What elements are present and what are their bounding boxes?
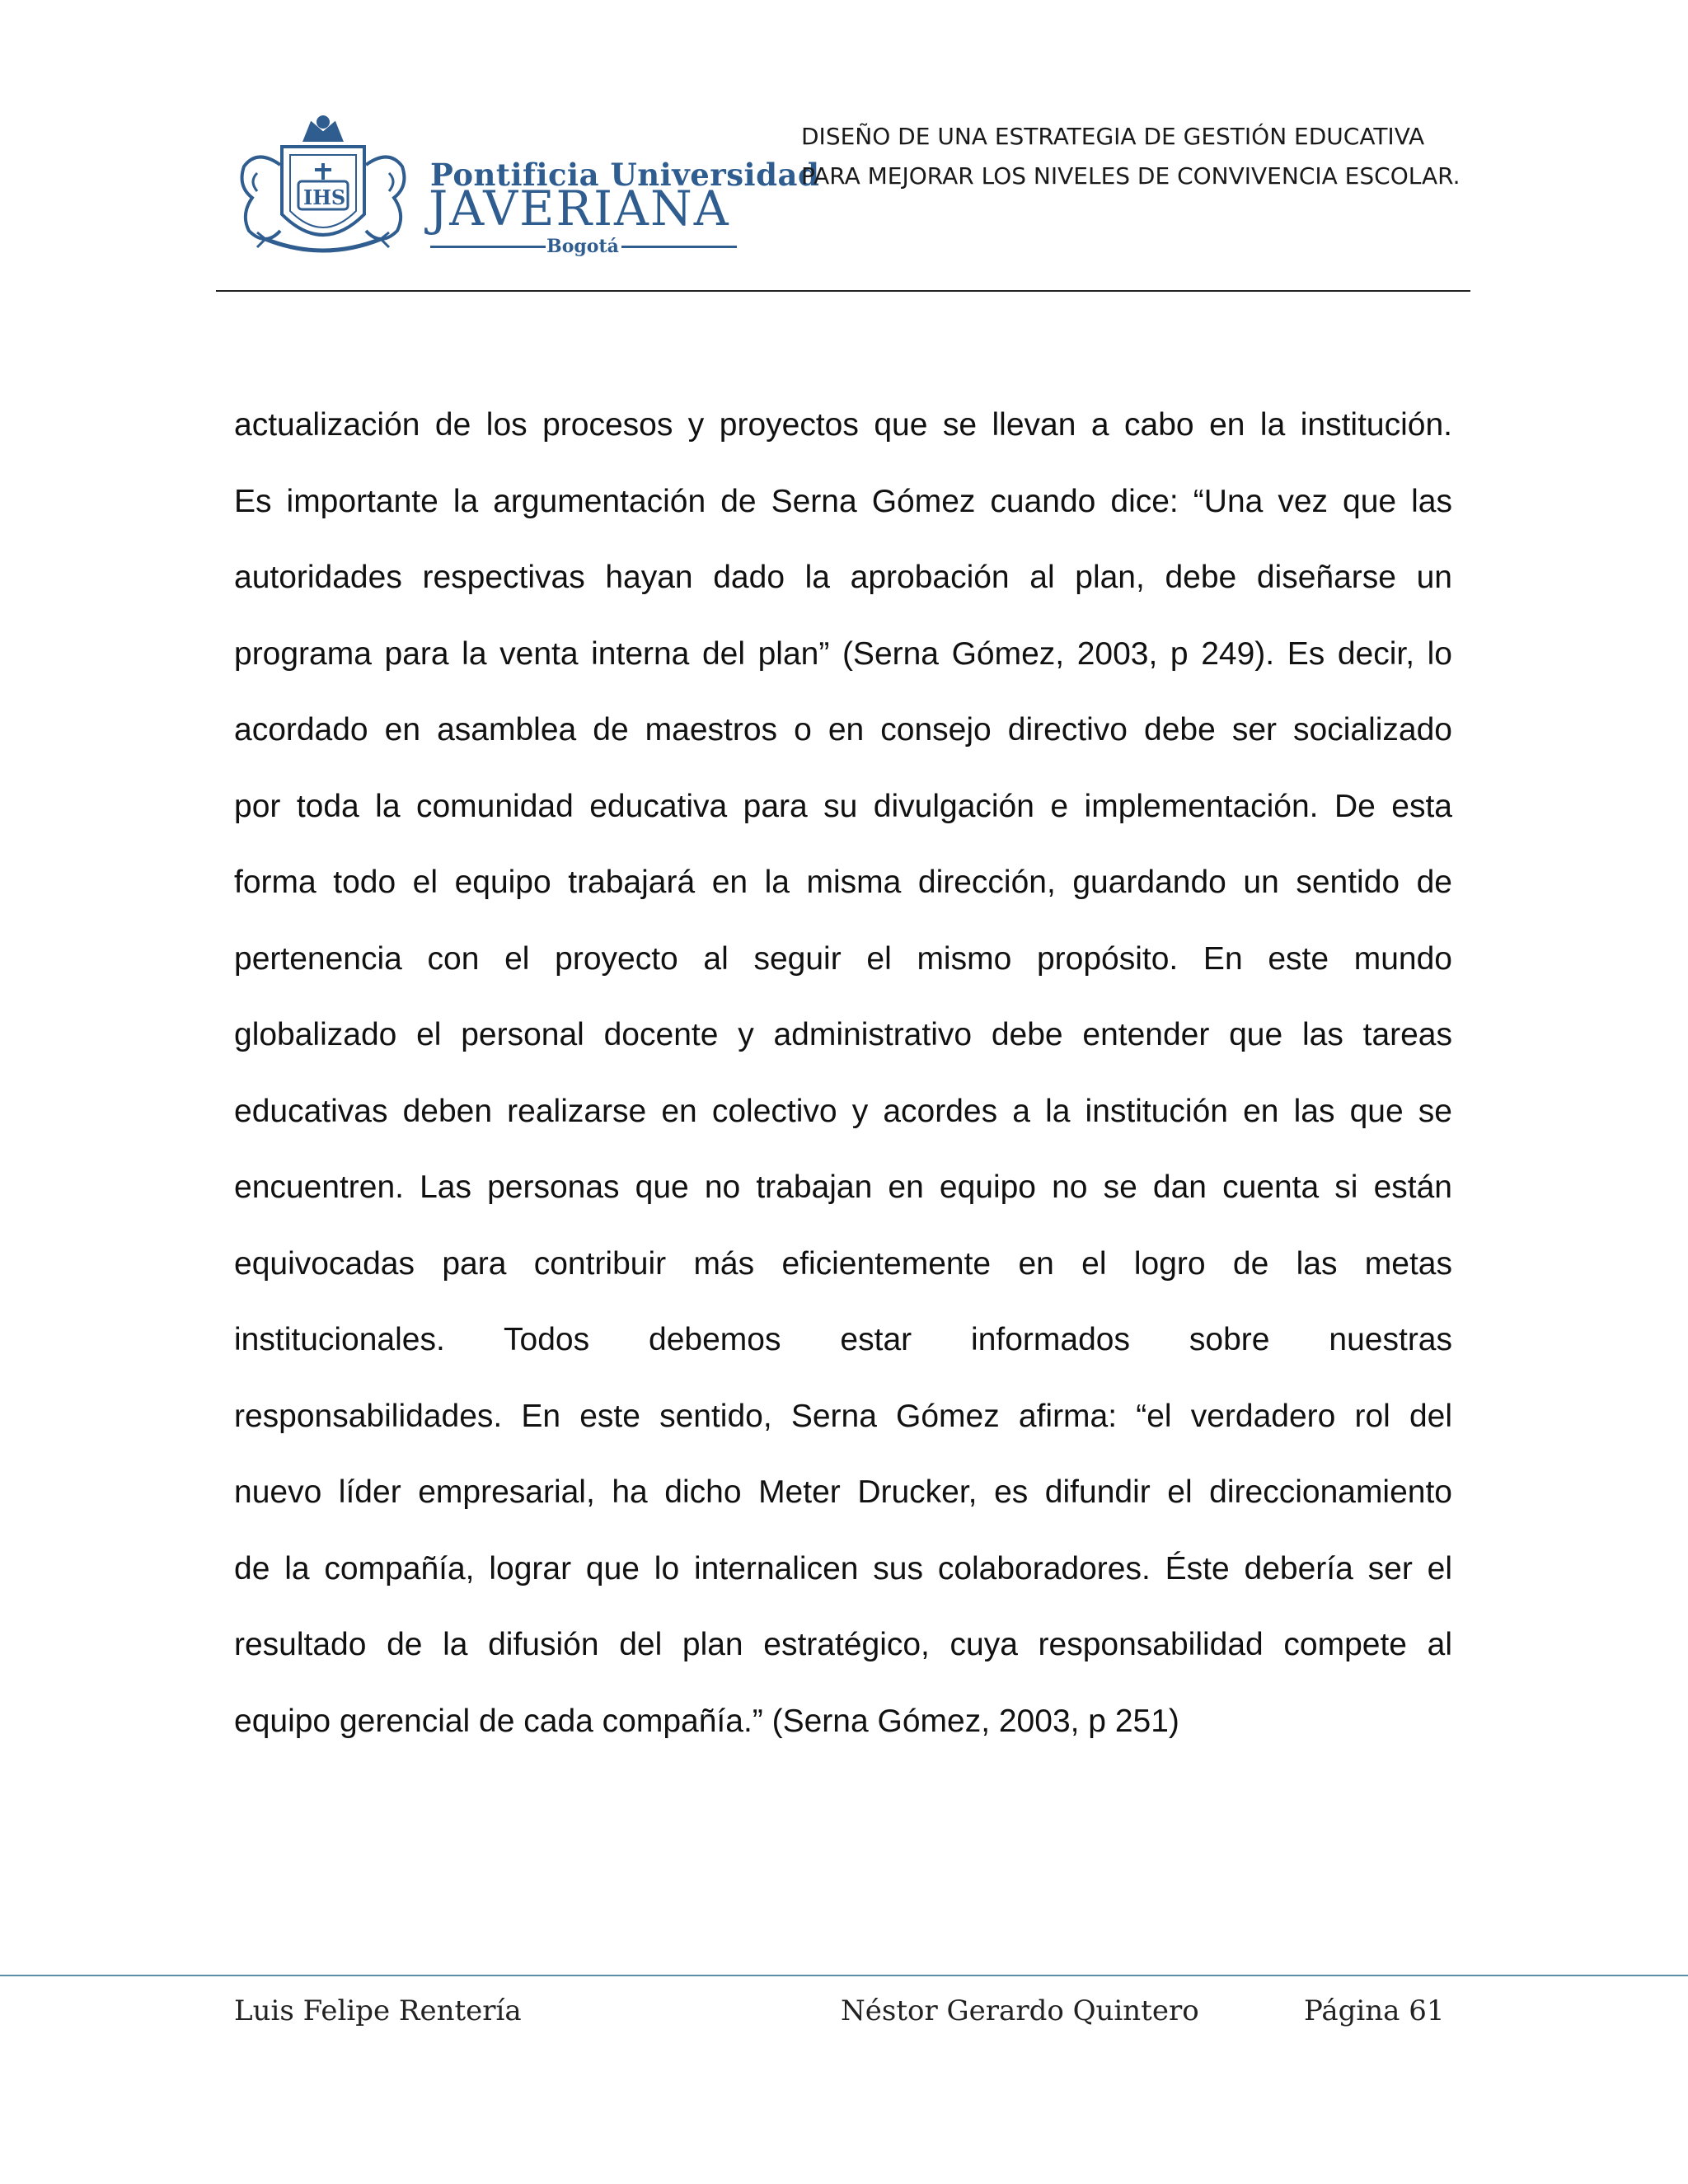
footer-author-2: Néstor Gerardo Quintero <box>841 1994 1199 2027</box>
logo-line3: Bogotá <box>546 236 619 257</box>
body-line: actualización de los procesos y proyectos que se llevan a cabo en la institución. <box>234 407 1452 443</box>
body-line: institucionales. Todos debemos estar informados sobre nuestras <box>234 1322 1452 1357</box>
body-line: acordado en asamblea de maestros o en consejo directivo debe ser socializado <box>234 712 1452 748</box>
document-title-line1: DISEÑO DE UNA ESTRATEGIA DE GESTIÓN EDUCATIVA <box>801 123 1425 150</box>
header-divider <box>216 290 1470 292</box>
footer-author-1: Luis Felipe Rentería <box>234 1994 522 2027</box>
page-number: Página 61 <box>1304 1994 1445 2027</box>
body-line: equipo gerencial de cada compañía.” (Serna Gómez, 2003, p 251) <box>234 1703 1179 1739</box>
university-crest-icon <box>232 115 414 260</box>
body-line: forma todo el equipo trabajará en la misma dirección, guardando un sentido de <box>234 865 1452 900</box>
body-line: equivocadas para contribuir más eficientemente en el logro de las metas <box>234 1245 1452 1282</box>
body-line: globalizado el personal docente y administrativo debe entender que las tareas <box>234 1017 1452 1052</box>
university-logo <box>232 115 820 260</box>
page-header <box>0 0 1688 297</box>
logo-wordmark <box>429 115 820 260</box>
document-title-line2: PARA MEJORAR LOS NIVELES DE CONVIVENCIA ESCOLAR. <box>801 162 1461 190</box>
body-line: programa para la venta interna del plan” (Serna Gómez, 2003, p 249). Es decir, lo <box>234 635 1452 672</box>
body-line: resultado de la difusión del plan estratégico, cuya responsabilidad compete al <box>234 1627 1452 1662</box>
body-line: por toda la comunidad educativa para su divulgación e implementación. De esta <box>234 788 1452 824</box>
logo-rule-right <box>621 246 737 248</box>
body-line: responsabilidades. En este sentido, Serna Gómez afirma: “el verdadero rol del <box>234 1398 1452 1434</box>
document-title <box>801 117 1461 196</box>
footer-divider <box>0 1975 1688 1976</box>
body-paragraph <box>234 387 1452 1760</box>
logo-line1: Pontificia Universidad <box>430 157 820 193</box>
body-line: de la compañía, lograr que lo internalicen sus colaboradores. Éste debería ser el <box>234 1550 1452 1586</box>
body-line: educativas deben realizarse en colectivo y acordes a la institución en las que se <box>234 1093 1452 1129</box>
logo-line2: JAVERIANA <box>429 180 730 237</box>
body-line: pertenencia con el proyecto al seguir el mismo propósito. En este mundo <box>234 940 1452 977</box>
body-line: autoridades respectivas hayan dado la aprobación al plan, debe diseñarse un <box>234 560 1452 595</box>
body-line: encuentren. Las personas que no trabajan en equipo no se dan cuenta si están <box>234 1169 1452 1205</box>
page-footer <box>0 1994 1688 2044</box>
body-line: Es importante la argumentación de Serna Gómez cuando dice: “Una vez que las <box>234 483 1452 519</box>
svg-text:IHS: IHS <box>303 185 346 209</box>
body-line: nuevo líder empresarial, ha dicho Meter Drucker, es difundir el direccionamiento <box>234 1474 1452 1510</box>
